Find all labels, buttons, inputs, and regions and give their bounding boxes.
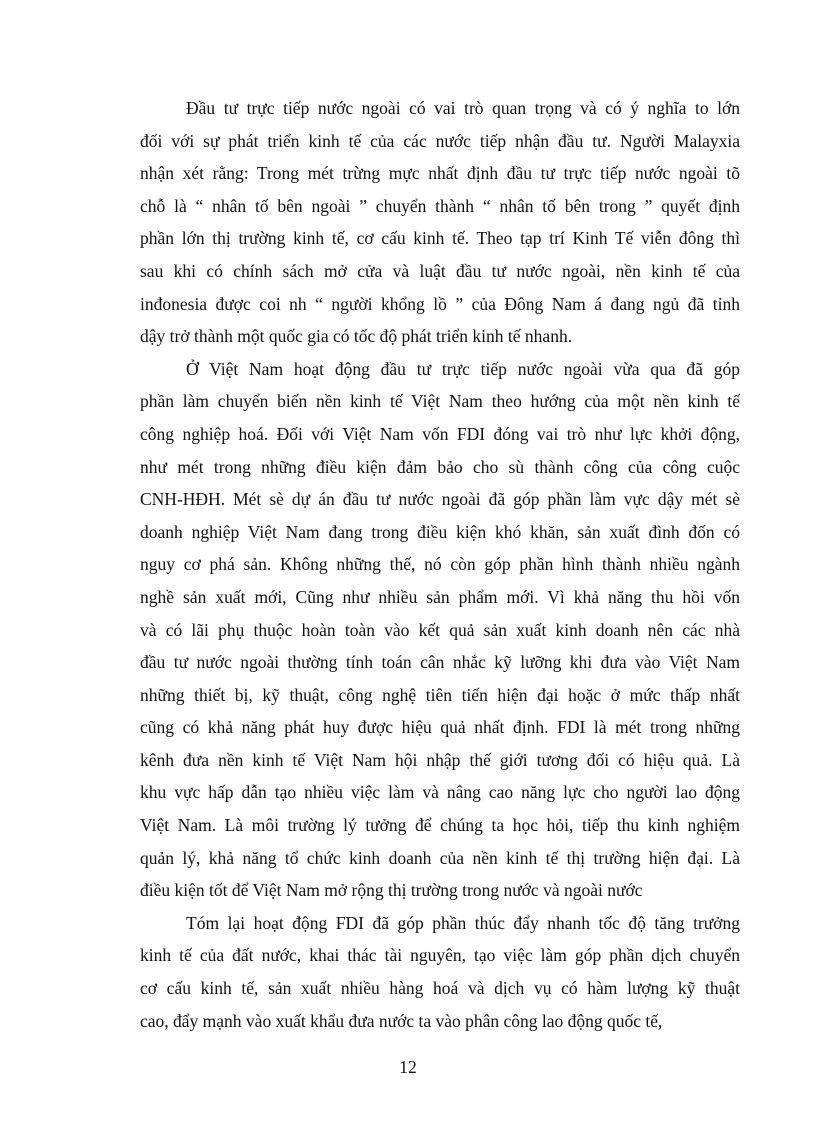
text-line: cơ cấu kinh tế, sản xuất nhiều hàng hoá và dịch vụ có hàm lượng kỹ thuật <box>140 978 740 999</box>
text-line: Ở Việt Nam hoạt động đầu tư trực tiếp nước ngoài vừa qua đã góp <box>186 358 740 379</box>
text-line: đối với sự phát triển kinh tế của các nước tiếp nhận đầu tư. Người Malayxia <box>140 130 740 151</box>
text-line: Đầu tư trực tiếp nước ngoài có vai trò quan trọng và có ý nghĩa to lớn <box>186 98 740 118</box>
text-line: cũng có khả năng phát huy được hiệu quả nhất định. FDI là mét trong những <box>140 717 740 738</box>
paragraph-fdi-role <box>140 92 740 353</box>
text-line: sau khi có chính sách mở cửa và luật đầu tư nước ngoài, nền kinh tế của <box>140 260 740 281</box>
paragraph-vietnam-fdi <box>140 353 740 907</box>
text-line: kênh đưa nền kinh tế Việt Nam hội nhập thế giới tương đối có hiệu quả. Là <box>140 749 740 770</box>
text-line: như mét trong những điều kiện đảm bảo cho sù thành công của công cuộc <box>140 456 740 477</box>
text-line: CNH-HĐH. Mét sè dự án đầu tư nước ngoài đã góp phần làm vực dậy mét sè <box>140 489 740 510</box>
text-line: dậy trở thành một quốc gia có tốc độ phát triển kinh tế nhanh. <box>140 326 573 347</box>
text-line: phần lớn thị trường kinh tế, cơ cấu kinh tế. Theo tạp trí Kinh Tế viễn đông thì <box>140 228 740 249</box>
text-line: công nghiệp hoá. Đối với Việt Nam vốn FDI đóng vai trò như lực khởi động, <box>140 423 740 444</box>
text-line: đầu tư nước ngoài thường tính toán cân nhắc kỹ lưỡng khi đưa vào Việt Nam <box>140 652 740 673</box>
text-line: khu vực hấp dẫn tạo nhiều việc làm và nâng cao năng lực cho người lao động <box>140 782 740 803</box>
text-line: kinh tế của đất nước, khai thác tài nguyên, tạo việc làm góp phần dịch chuyển <box>140 945 740 966</box>
text-line: inđonesia được coi nh “ người khổng lồ ” của Đông Nam á đang ngủ đã tỉnh <box>140 293 740 314</box>
text-line: nghề sản xuất mới, Cũng như nhiều sản phẩm mới. Vì khả năng thu hồi vốn <box>140 586 740 607</box>
text-line: cao, đẩy mạnh vào xuất khẩu đưa nước ta vào phân công lao động quốc tế, <box>140 1010 663 1031</box>
text-line: nhận xét rằng: Trong mét trừng mực nhất định đầu tư trực tiếp nước ngoài tõ <box>140 163 740 184</box>
text-line: những thiết bị, kỹ thuật, công nghệ tiên tiến hiện đại hoặc ở mức thấp nhất <box>140 684 740 705</box>
text-line: chỗ là “ nhân tố bên ngoài ” chuyển thành “ nhân tố bên trong ” quyết định <box>140 195 740 216</box>
text-line: quản lý, khả năng tổ chức kinh doanh của nền kinh tế thị trường hiện đại. Là <box>140 847 740 868</box>
text-line: và có lãi phụ thuộc hoàn toàn vào kết quả sản xuất kinh doanh nên các nhà <box>140 619 740 640</box>
text-line: điều kiện tốt để Việt Nam mở rộng thị trường trong nước và ngoài nước <box>140 880 643 901</box>
paragraph-summary <box>140 907 740 1037</box>
text-line: nguy cơ phá sản. Không những thế, nó còn góp phần hình thành nhiều ngành <box>140 554 740 575</box>
body-text <box>140 92 740 1037</box>
text-line: Việt Nam. Là môi trường lý tưởng để chúng ta học hỏi, tiếp thu kinh nghiệm <box>140 815 740 836</box>
text-line: phần làm chuyển biến nền kinh tế Việt Nam theo hướng của một nền kinh tế <box>140 391 740 412</box>
text-line: Tóm lại hoạt động FDI đã góp phần thúc đẩy nhanh tốc độ tăng trưởng <box>186 912 740 933</box>
page-number: 12 <box>399 1057 417 1077</box>
text-line: doanh nghiệp Việt Nam đang trong điều kiện khó khăn, sản xuất đình đốn có <box>140 521 740 542</box>
